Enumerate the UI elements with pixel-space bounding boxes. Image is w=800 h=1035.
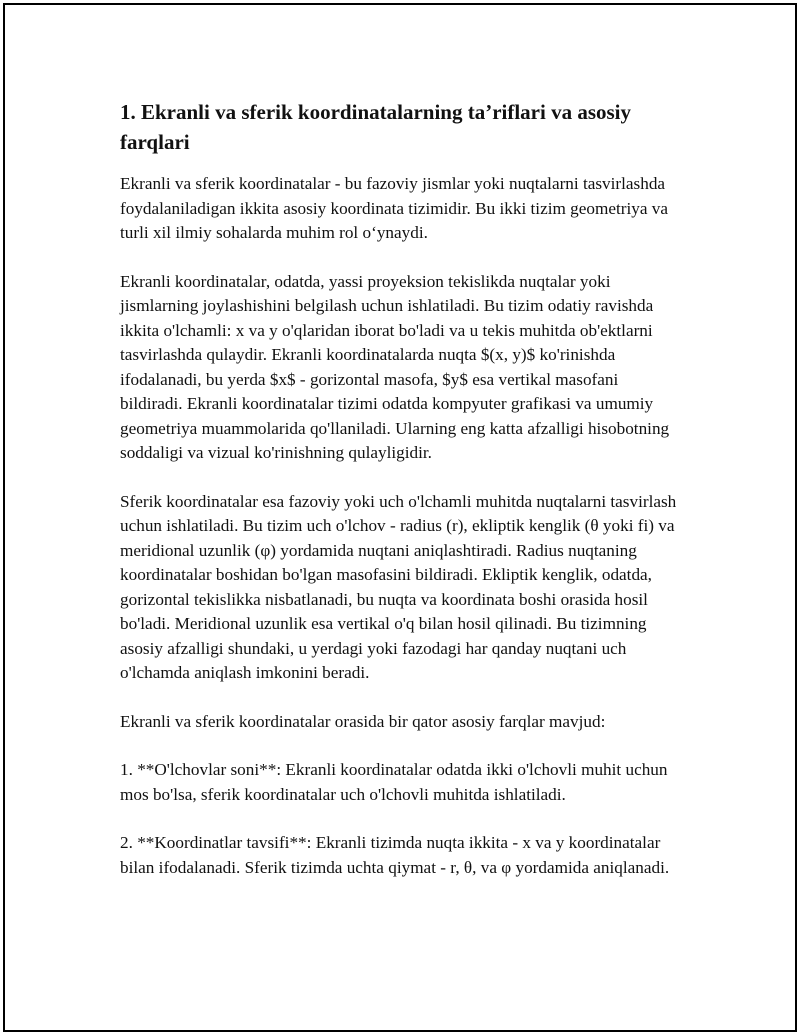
paragraph-screen-coordinates: Ekranli koordinatalar, odatda, yassi proyeksion tekislikda nuqtalar yoki jismlarning joylashishini belgilash uchun ishlatiladi. Bu tizim odatiy ravishda ikkita o'lchamli: x va y o'qlaridan iborat bo'ladi va u tekis muhitda ob'ektlarni tasvirlashda qulaydir. Ekranli koordinatalarda nuqta $(x, y)$ ko'rinishda ifodalanadi, bu yerda $x$ - gorizontal masofa, $y$ esa vertikal masofani bildiradi. Ekranli koordinatalar tizimi odatda kompyuter grafikasi va umumiy geometriya muammolarida qo'llaniladi. Ularning eng katta afzalligi hisobotning soddaligi va vizual ko'rinishning qulayligidir. xyxy=(120,271,670,462)
paragraph-intro: Ekranli va sferik koordinatalar - bu fazoviy jismlar yoki nuqtalarni tasvirlashda foydalaniladigan ikkita asosiy koordinata tizimidir. Bu ikki tizim geometriya va turli xil ilmiy sohalarda muhim rol o‘ynaydi. xyxy=(120,174,668,242)
paragraph-spherical-coordinates: Sferik koordinatalar esa fazoviy yoki uch o'lchamli muhitda nuqtalarni tasvirlash uchun ishlatiladi. Bu tizim uch o'lchov - radius (r), ekliptik kenglik (θ yoki fi) va meridional uzunlik (φ) yordamida nuqtani aniqlashtiradi. Radius nuqtaning koordinatalar boshidan bo'lgan masofasini bildiradi. Ekliptik kenglik, odatda, gorizontal tekislikka nisbatlanadi, bu nuqta va koordinata boshi orasida hosil bo'ladi. Meridional uzunlik esa vertikal o'q bilan hosil qilinadi. Bu tizimning asosiy afzalligi shundaki, u yerdagi yoki fazodagi har qanday nuqtani uch o'lchamda aniqlash imkonini beradi. xyxy=(120,491,677,682)
paragraph-differences-intro: Ekranli va sferik koordinatalar orasida bir qator asosiy farqlar mavjud: xyxy=(120,711,606,731)
document-page xyxy=(3,3,797,1032)
list-item-dimensions: 1. **O'lchovlar soni**: Ekranli koordinatalar odatda ikki o'lchovli muhit uchun mos bo'lsa, sferik koordinatalar uch o'lchovli muhitda ishlatiladi. xyxy=(120,760,668,804)
section-heading: 1. Ekranli va sferik koordinatalarning ta’riflari va asosiy farqlari xyxy=(120,100,632,154)
list-item-coordinate-description: 2. **Koordinatlar tavsifi**: Ekranli tizimda nuqta ikkita - x va y koordinatalar bilan ifodalanadi. Sferik tizimda uchta qiymat - r, θ, va φ yordamida aniqlanadi. xyxy=(120,833,670,877)
document-body xyxy=(120,97,680,904)
